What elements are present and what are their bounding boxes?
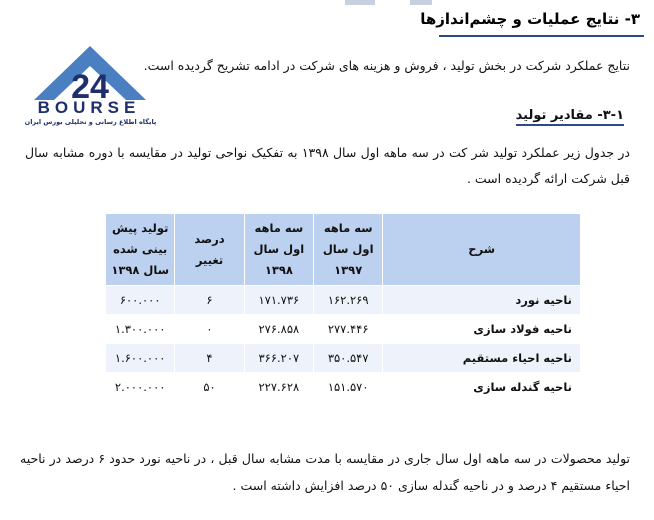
row-q1-1397: ۱۵۱.۵۷۰	[314, 373, 383, 402]
row-change-percent: ۰	[175, 315, 244, 344]
production-table	[105, 213, 581, 402]
header-change-percent: درصد تغییر	[175, 214, 244, 286]
summary-paragraph: تولید محصولات در سه ماهه اول سال جاری در مقایسه با مدت مشابه سال قبل ، در ناحیه نورد حدود ۶ درصد در ناحیه احیاء مستقیم ۴ درصد و در ناحیه گندله سازی ۵۰ درصد افزایش داشته است .	[20, 451, 631, 493]
row-q1-1398: ۲۲۷.۶۲۸	[244, 373, 313, 402]
row-change-percent: ۶	[175, 286, 244, 315]
row-item: ناحیه فولاد سازی	[383, 315, 581, 344]
row-item: ناحیه نورد	[383, 286, 581, 315]
table-row	[106, 344, 581, 373]
row-q1-1398: ۱۷۱.۷۳۶	[244, 286, 313, 315]
row-forecast: ۱.۳۰۰.۰۰۰	[106, 315, 175, 344]
logo-tagline: پایگاه اطلاع رسانی و تحلیلی بورس ایران	[24, 118, 157, 126]
header-q1-1397: سه ماهه اول سال ۱۳۹۷	[314, 214, 383, 286]
table-row	[106, 286, 581, 315]
subsection-title: ۳-۱- مقادیر تولید	[516, 108, 624, 126]
row-item: ناحیه گندله سازی	[383, 373, 581, 402]
row-q1-1398: ۲۷۶.۸۵۸	[244, 315, 313, 344]
row-item: ناحیه احیاء مستقیم	[383, 344, 581, 373]
row-q1-1397: ۳۵۰.۵۴۷	[314, 344, 383, 373]
intro-text: نتایج عملکرد شرکت در بخش تولید ، فروش و هزینه های شرکت در ادامه تشریح گردیده است.	[143, 58, 630, 73]
header-item: شرح	[383, 214, 581, 286]
scan-artifact	[410, 0, 432, 5]
table-row	[106, 373, 581, 402]
scan-artifact	[345, 0, 375, 5]
table-row	[106, 315, 581, 344]
logo-number: 24	[71, 68, 109, 106]
section-title-underline	[439, 35, 644, 37]
row-forecast: ۱.۶۰۰.۰۰۰	[106, 344, 175, 373]
logo-wordmark: BOURSE	[37, 98, 141, 117]
header-forecast-1398: تولید پیش بینی شده سال ۱۳۹۸	[106, 214, 175, 286]
row-q1-1397: ۲۷۷.۴۴۶	[314, 315, 383, 344]
row-q1-1398: ۳۶۶.۲۰۷	[244, 344, 313, 373]
table-intro-paragraph: در جدول زیر عملکرد تولید شر کت در سه ماهه اول سال ۱۳۹۸ به تفکیک نواحی تولید در مقایسه با دوره مشابه سال قبل شرکت ارائه گردیده است .	[25, 145, 630, 186]
row-forecast: ۶۰۰.۰۰۰	[106, 286, 175, 315]
row-forecast: ۲.۰۰۰.۰۰۰	[106, 373, 175, 402]
header-q1-1398: سه ماهه اول سال ۱۳۹۸	[244, 214, 313, 286]
row-change-percent: ۴	[175, 344, 244, 373]
section-title: ۳- نتایج عملیات و چشم‌اندازها	[420, 10, 640, 28]
row-change-percent: ۵۰	[175, 373, 244, 402]
table-header-row	[106, 214, 581, 286]
row-q1-1397: ۱۶۲.۲۶۹	[314, 286, 383, 315]
